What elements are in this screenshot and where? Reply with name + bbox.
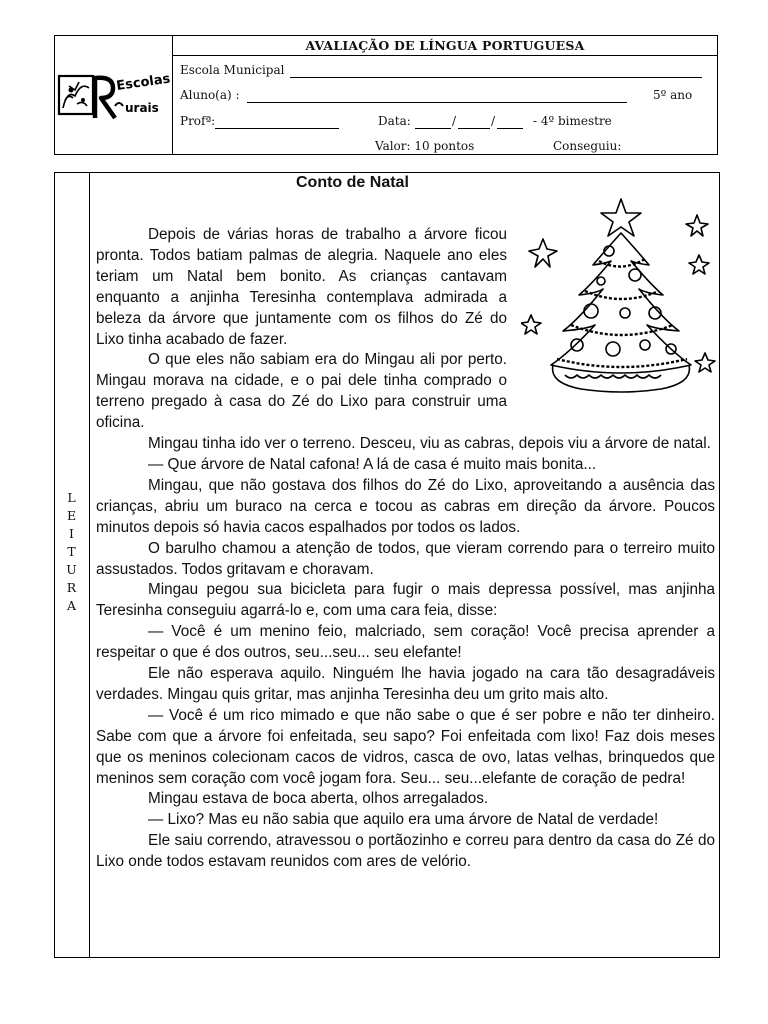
- story-paragraph: — Você é um rico mimado e que não sabe o que é ser pobre e não ter dinheiro. Sabe com que a árvore foi enfeitada, seu sapo? Foi enfeitada com lixo! Faz dois meses que os meninos colecionam cacos de vidros, casca de ovo, latas velhas, brinquedos que meninos sem coração com você jogam fora. Seu... seu...elefante de coração de pedra!: [96, 706, 715, 787]
- teacher-field[interactable]: [215, 128, 339, 129]
- side-letter: E: [66, 508, 77, 523]
- value-label: Valor: 10 pontos: [375, 139, 475, 153]
- date-separator: /: [452, 114, 457, 128]
- school-label: Escola Municipal: [180, 63, 285, 77]
- student-field[interactable]: [247, 102, 627, 103]
- date-separator: /: [491, 114, 496, 128]
- escolas-rurais-logo: [57, 70, 171, 122]
- term-label: - 4º bimestre: [533, 114, 612, 128]
- date-month-field[interactable]: [458, 128, 490, 129]
- date-day-field[interactable]: [415, 128, 451, 129]
- side-letter: T: [67, 544, 76, 559]
- side-letter: I: [69, 526, 74, 541]
- date-label: Data:: [378, 114, 411, 128]
- grade-label: 5º ano: [653, 88, 693, 102]
- achieved-label: Conseguiu:: [553, 139, 622, 153]
- story-title: Conto de Natal: [296, 174, 409, 191]
- side-letter: A: [66, 598, 77, 613]
- christmas-tree-drawing: [521, 195, 721, 395]
- date-year-field[interactable]: [497, 128, 523, 129]
- story-paragraph: — Você é um menino feio, malcriado, sem coração! Você precisa aprender a respeitar o que é dos outros, seu...seu... seu elefante!: [96, 623, 715, 662]
- story-paragraph: Mingau, que não gostava dos filhos do Zé do Lixo, aproveitando a ausência das crianças, abriu um buraco na cerca e tocou as cabras em direção da árvore. Poucos minutos depois só havia cacos espalhados por todos os lados.: [96, 476, 715, 536]
- story-paragraph: — Lixo? Mas eu não sabia que aquilo era uma árvore de Natal de verdade!: [148, 811, 659, 829]
- story-paragraph: Mingau pegou sua bicicleta para fugir o mais depressa possível, mas anjinha Teresinha conseguiu agarrá-lo e, com uma cara feia, disse:: [96, 581, 715, 620]
- logo-text-top: Escolas: [115, 71, 171, 94]
- story-paragraph: Ele não esperava aquilo. Ninguém lhe havia jogado na cara tão desagradáveis verdades. Mingau quis gritar, mas anjinha Teresinha deu um grito mais alto.: [96, 665, 715, 703]
- story-paragraph: Ele saiu correndo, atravessou o portãozinho e correu para dentro da casa do Zé do Lixo onde todos estavam reunidos com ares de velório.: [96, 832, 715, 871]
- story-paragraph: — Que árvore de Natal cafona! A lá de casa é muito mais bonita...: [148, 455, 597, 473]
- exam-title: AVALIAÇÃO DE LÍNGUA PORTUGUESA: [305, 38, 585, 53]
- story-paragraph: Depois de várias horas de trabalho a árvore ficou pronta. Todos batiam palmas de alegria. Naquele ano eles teriam um Natal bem bonito. As crianças cantavam enquanto a anjinha Teresinha contemplava admirada a beleza da árvore que juntamente com os filhos do Zé do Lixo tinha acabado de fazer.: [96, 226, 507, 348]
- logo-cell: [55, 36, 173, 154]
- story-text: [96, 225, 715, 873]
- section-label-leitura: [55, 489, 88, 615]
- story-paragraph: O que eles não sabiam era do Mingau ali por perto. Mingau morava na cidade, e o pai dele tinha comprado o terreno pregado à casa do Zé do Lixo para construir uma oficina.: [96, 351, 507, 432]
- story-paragraph: Mingau tinha ido ver o terreno. Desceu, viu as cabras, depois viu a árvore de natal.: [148, 435, 711, 453]
- side-letter: U: [66, 562, 77, 577]
- section-side-column: [55, 173, 90, 957]
- logo-text-bottom: urais: [125, 101, 159, 115]
- story-paragraph: O barulho chamou a atenção de todos, que vieram correndo para o terreiro muito assustados. Todos gritavam e choravam.: [96, 539, 715, 578]
- side-letter: R: [66, 580, 77, 595]
- school-field[interactable]: [290, 77, 702, 78]
- teacher-label: Profª:: [180, 114, 216, 128]
- side-letter: L: [67, 490, 76, 505]
- exam-header: [54, 35, 718, 155]
- reading-section: [54, 172, 720, 958]
- student-label: Aluno(a) :: [180, 88, 240, 102]
- story-paragraph: Mingau estava de boca aberta, olhos arregalados.: [148, 790, 489, 808]
- header-divider: [173, 55, 717, 56]
